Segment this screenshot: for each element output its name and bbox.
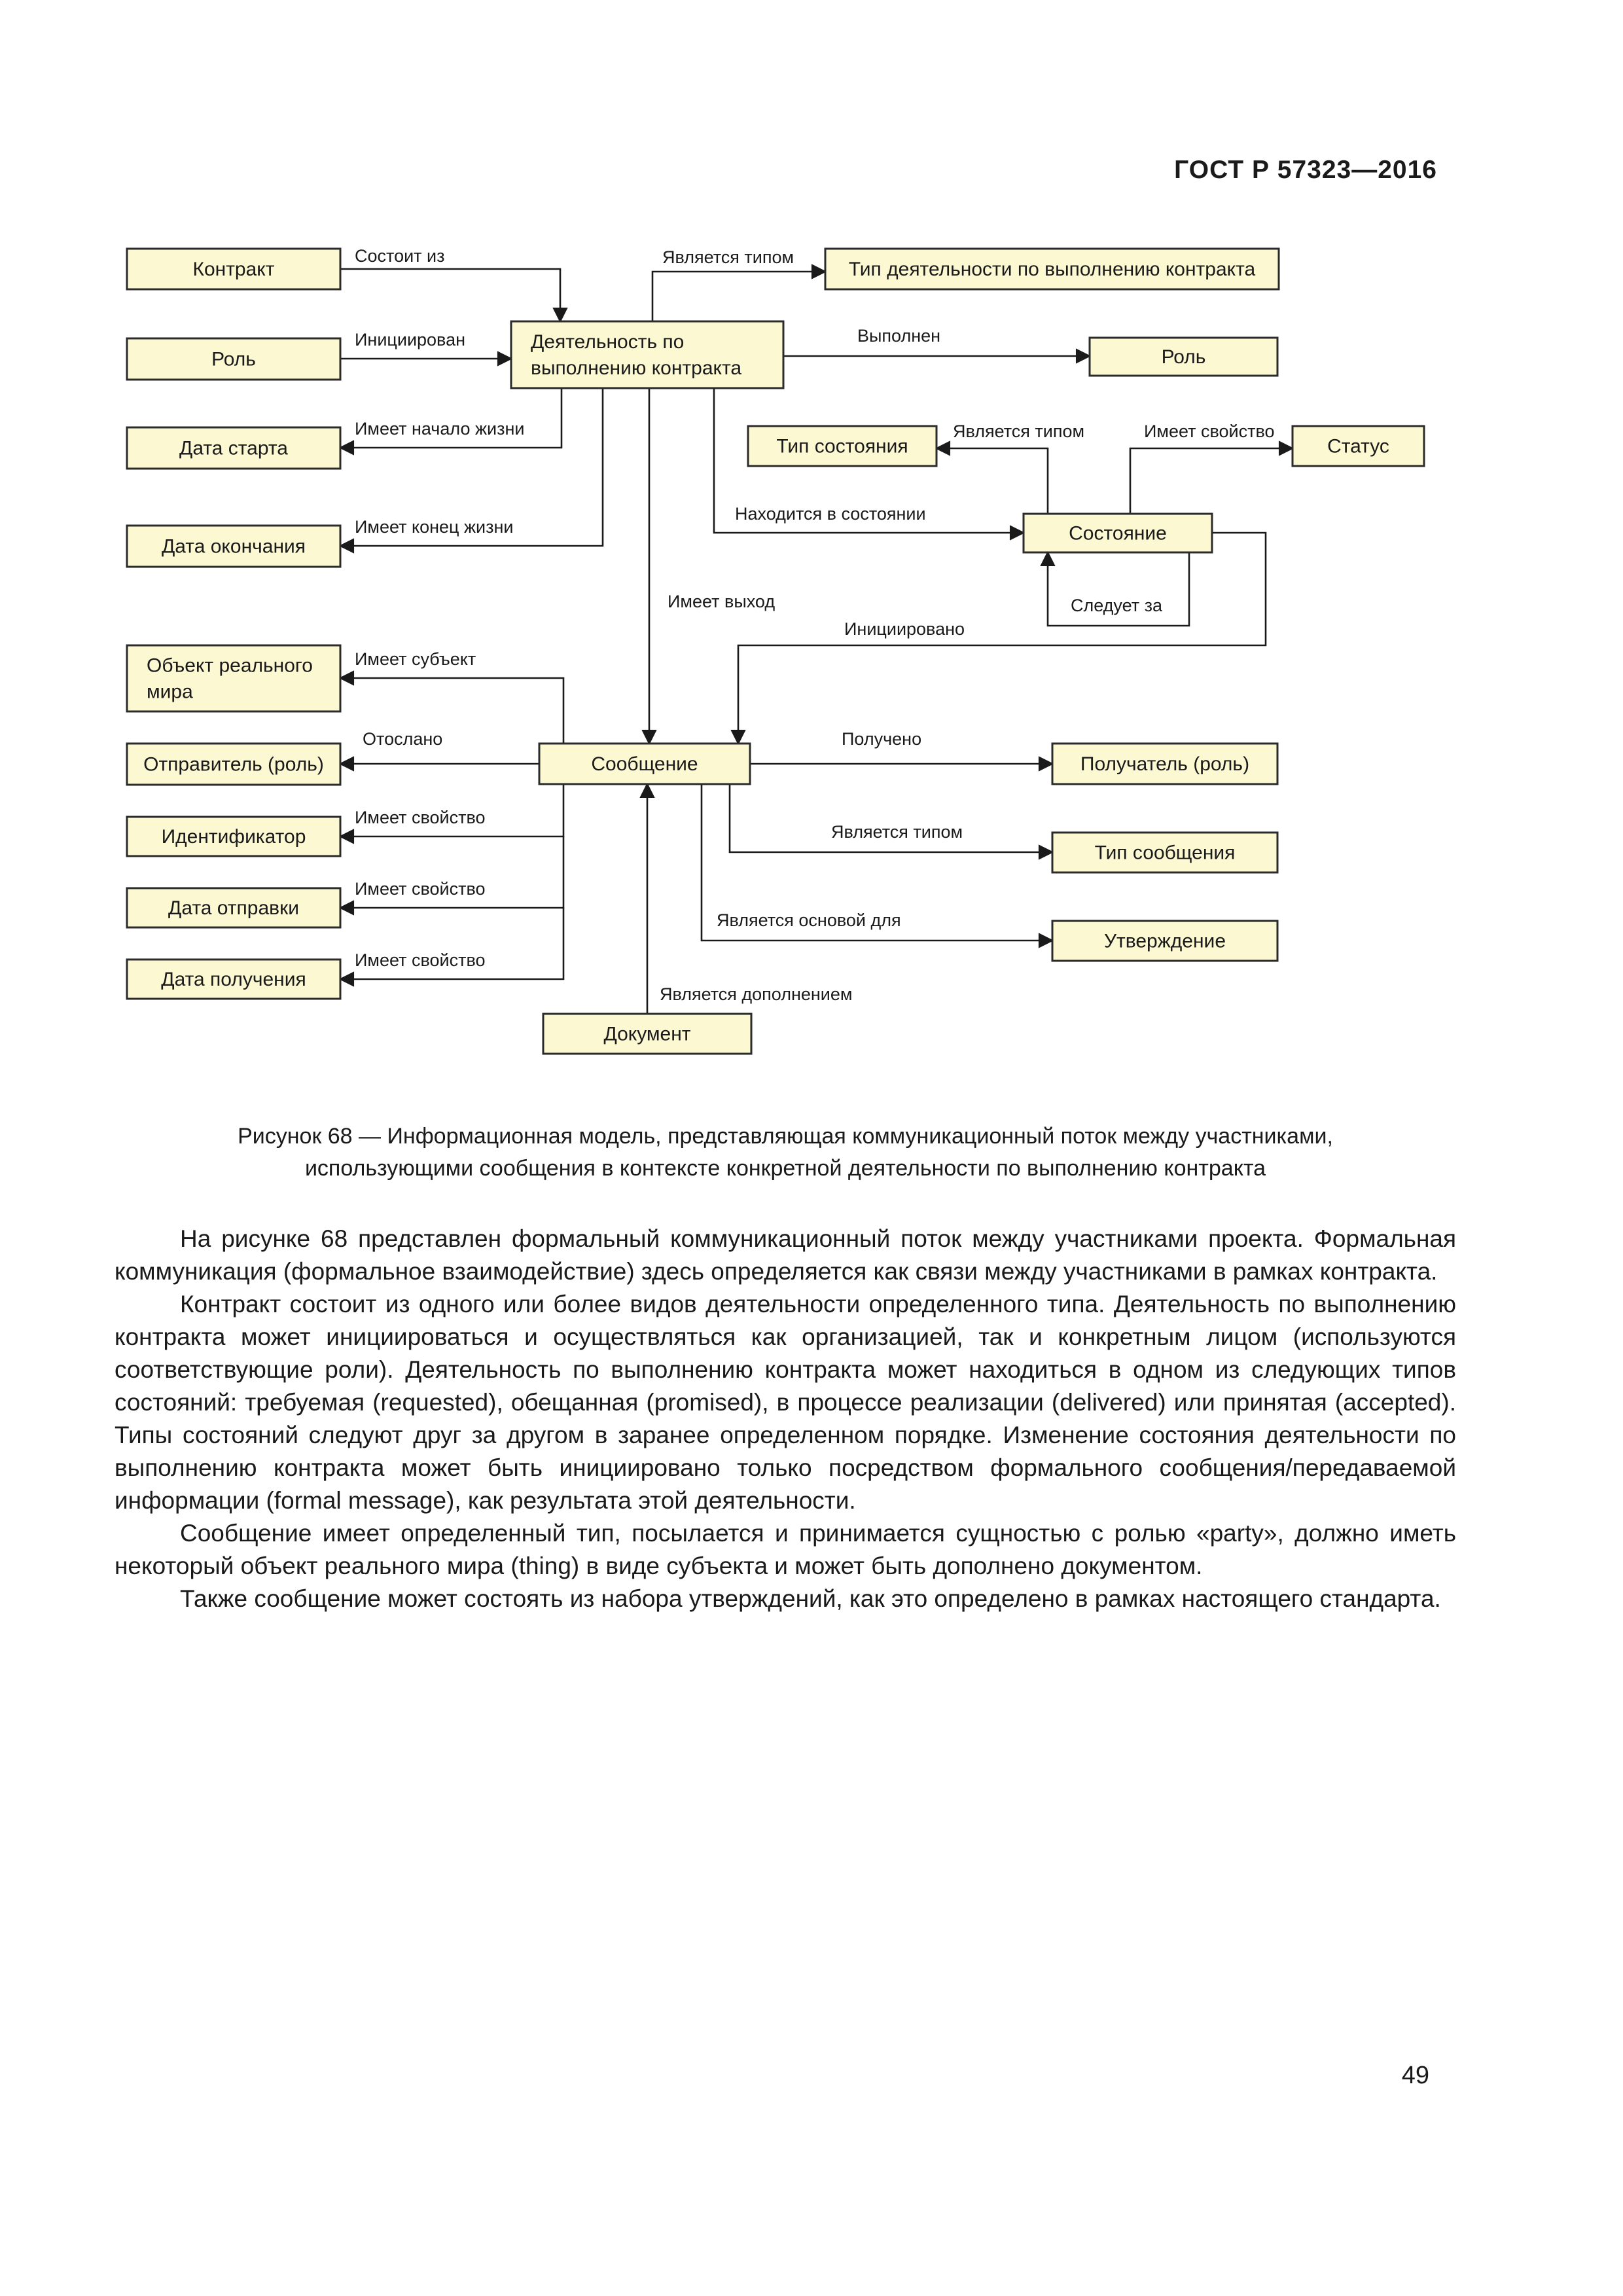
diagram-box-statement <box>1052 921 1277 961</box>
diagram-edge-label-has-output: Имеет выход <box>668 592 776 611</box>
diagram-box-message-type <box>1052 833 1277 872</box>
diagram-edge-follows <box>1048 552 1189 626</box>
diagram-edge-label-is-type-activity: Является типом <box>662 247 794 267</box>
diagram-edge-has-property-identifier <box>340 784 563 836</box>
diagram-edge-label-has-property-status: Имеет свойство <box>1144 422 1275 441</box>
diagram-box-start-date <box>127 427 340 469</box>
paragraph-4: Также сообщение может состоять из набора утверждений, как это определено в рамках настоящего стандарта. <box>180 1585 1441 1612</box>
figure-68-diagram <box>92 216 1479 1106</box>
diagram-box-label-contract-activity: Деятельность по выполнению контракта <box>531 331 742 379</box>
diagram-box-label-end-date: Дата окончания <box>161 535 306 558</box>
diagram-edge-label-follows: Следует за <box>1071 596 1163 615</box>
diagram-box-role-right <box>1090 338 1277 376</box>
paragraph-2: Контракт состоит из одного или более видов деятельности определенного типа. Деятельность по выполнению контракта может инициироваться и осуществляться как организацией, так и конкретным лицом (используются соответствующие роли). Деятельность по выполнению контракта может находиться в одном из следующих типов состояний: требуемая (requested), обещанная (promised), в процессе реализации (delivered) или принятая (accepted). Типы состояний следуют друг за другом в заранее определенном порядке. Изменение состояния деятельности по выполнению контракта может быть инициировано только посредством формального сообщения/передаваемой информации (formal message), как результата этой деятельности. <box>115 1291 1456 1514</box>
figure-caption-line2: использующими сообщения в контексте конкретной деятельности по выполнению контракта <box>304 1156 1266 1181</box>
diagram-edge-label-initiated: Инициировано <box>844 619 965 639</box>
paragraph-3: Сообщение имеет определенный тип, посылается и принимается сущностью с ролью «party», должно иметь некоторый объект реального мира (thing) в виде субъекта и может быть дополнено документом. <box>115 1520 1456 1579</box>
diagram-edge-is-supplement <box>647 784 852 1014</box>
diagram-box-sender-role <box>127 744 340 785</box>
diagram-box-label-receive-date: Дата получения <box>161 969 306 990</box>
diagram-box-send-date <box>127 888 340 927</box>
diagram-box-contract-activity-type <box>825 249 1279 289</box>
diagram-box-label-state: Состояние <box>1069 522 1167 545</box>
diagram-box-state <box>1024 514 1212 552</box>
diagram-box-label-message: Сообщение <box>591 753 698 775</box>
diagram-edge-label-consists-of: Состоит из <box>355 246 445 266</box>
diagram-edge-label-has-property-identifier: Имеет свойство <box>355 808 486 827</box>
diagram-edge-label-is-in-state: Находится в состоянии <box>735 504 926 524</box>
diagram-edge-has-life-end <box>340 388 603 546</box>
diagram-edge-label-received: Получено <box>842 729 922 749</box>
diagram-box-label-state-type: Тип состояния <box>776 435 908 457</box>
diagram-edge-is-basis-for <box>702 784 1052 941</box>
diagram-box-label-statement: Утверждение <box>1103 930 1226 952</box>
figure-caption <box>115 1121 1456 1185</box>
diagram-edge-label-performed-by: Выполнен <box>857 326 941 346</box>
diagram-box-label-start-date: Дата старта <box>179 437 288 459</box>
diagram-box-contract <box>127 249 340 289</box>
diagram-box-state-type <box>748 426 936 466</box>
diagram-box-label-contract-activity-type: Тип деятельности по выполнению контракта <box>848 259 1256 280</box>
diagram-edge-has-property-recv-date <box>340 908 563 979</box>
diagram-box-label-message-type: Тип сообщения <box>1094 842 1236 864</box>
diagram-box-label-receiver-role: Получатель (роль) <box>1080 753 1250 775</box>
diagram-edge-state-is-type <box>936 422 1084 514</box>
page-number: 49 <box>1401 2062 1429 2089</box>
diagram-box-end-date <box>127 526 340 567</box>
figure-caption-line1: Рисунок 68 — Информационная модель, представляющая коммуникационный поток между участниками, <box>238 1124 1333 1149</box>
diagram-box-label-send-date: Дата отправки <box>168 897 299 919</box>
diagram-edge-initiated <box>738 533 1266 744</box>
diagram-edge-is-type-activity <box>652 247 825 321</box>
diagram-edge-message-is-type <box>730 784 1052 852</box>
diagram-box-status <box>1293 426 1424 466</box>
diagram-box-label-real-world-object: Объект реального мира <box>147 655 313 703</box>
diagram-edge-label-state-is-type: Является типом <box>953 422 1085 441</box>
diagram-edge-consists-of <box>340 246 560 321</box>
diagram-edge-label-has-life-end: Имеет конец жизни <box>355 517 514 537</box>
diagram-edge-has-life-start <box>340 388 562 448</box>
diagram-box-identifier <box>127 817 340 856</box>
diagram-edge-label-has-subject: Имеет субъект <box>355 649 476 669</box>
diagram-edge-label-message-is-type: Является типом <box>831 822 963 842</box>
diagram-box-label-document: Документ <box>603 1023 691 1045</box>
diagram-box-receiver-role <box>1052 744 1277 784</box>
diagram-box-message <box>539 744 750 784</box>
diagram-box-contract-activity <box>511 321 783 388</box>
diagram-edge-label-has-life-start: Имеет начало жизни <box>355 419 525 439</box>
diagram-edge-label-has-property-recv-date: Имеет свойство <box>355 950 486 970</box>
body-text <box>115 1223 1456 1615</box>
diagram-edge-has-property-send-date <box>340 836 563 908</box>
diagram-box-receive-date <box>127 960 340 999</box>
diagram-box-role-left <box>127 338 340 380</box>
diagram-edge-initiated-by <box>340 330 511 359</box>
diagram-edge-received <box>750 729 1052 764</box>
paragraph-1: На рисунке 68 представлен формальный коммуникационный поток между участниками проекта. Формальная коммуникация (формальное взаимодействие) здесь определяется как связи между участниками в рамках контракта. <box>115 1225 1456 1285</box>
diagram-box-label-role-right: Роль <box>1161 346 1206 368</box>
diagram-box-label-status: Статус <box>1327 435 1389 457</box>
diagram-edge-has-property-status <box>1130 422 1293 514</box>
diagram-box-label-contract: Контракт <box>192 259 275 280</box>
diagram-edge-label-initiated-by: Инициирован <box>355 330 466 350</box>
diagram-box-real-world-object <box>127 645 340 711</box>
diagram-edge-label-is-supplement: Является дополнением <box>660 984 853 1004</box>
diagram-box-document <box>543 1014 751 1054</box>
diagram-svg <box>92 216 1479 1106</box>
diagram-edge-performed-by <box>783 326 1090 356</box>
diagram-box-label-role-left: Роль <box>211 348 256 370</box>
diagram-edge-label-sent: Отослано <box>363 729 443 749</box>
diagram-edge-label-is-basis-for: Является основой для <box>717 910 901 930</box>
diagram-edge-sent <box>340 729 539 764</box>
diagram-edge-label-has-property-send-date: Имеет свойство <box>355 879 486 899</box>
diagram-box-label-identifier: Идентификатор <box>161 826 306 848</box>
page-header-standard-number: ГОСТ Р 57323—2016 <box>1174 156 1437 184</box>
diagram-box-label-sender-role: Отправитель (роль) <box>143 753 324 776</box>
